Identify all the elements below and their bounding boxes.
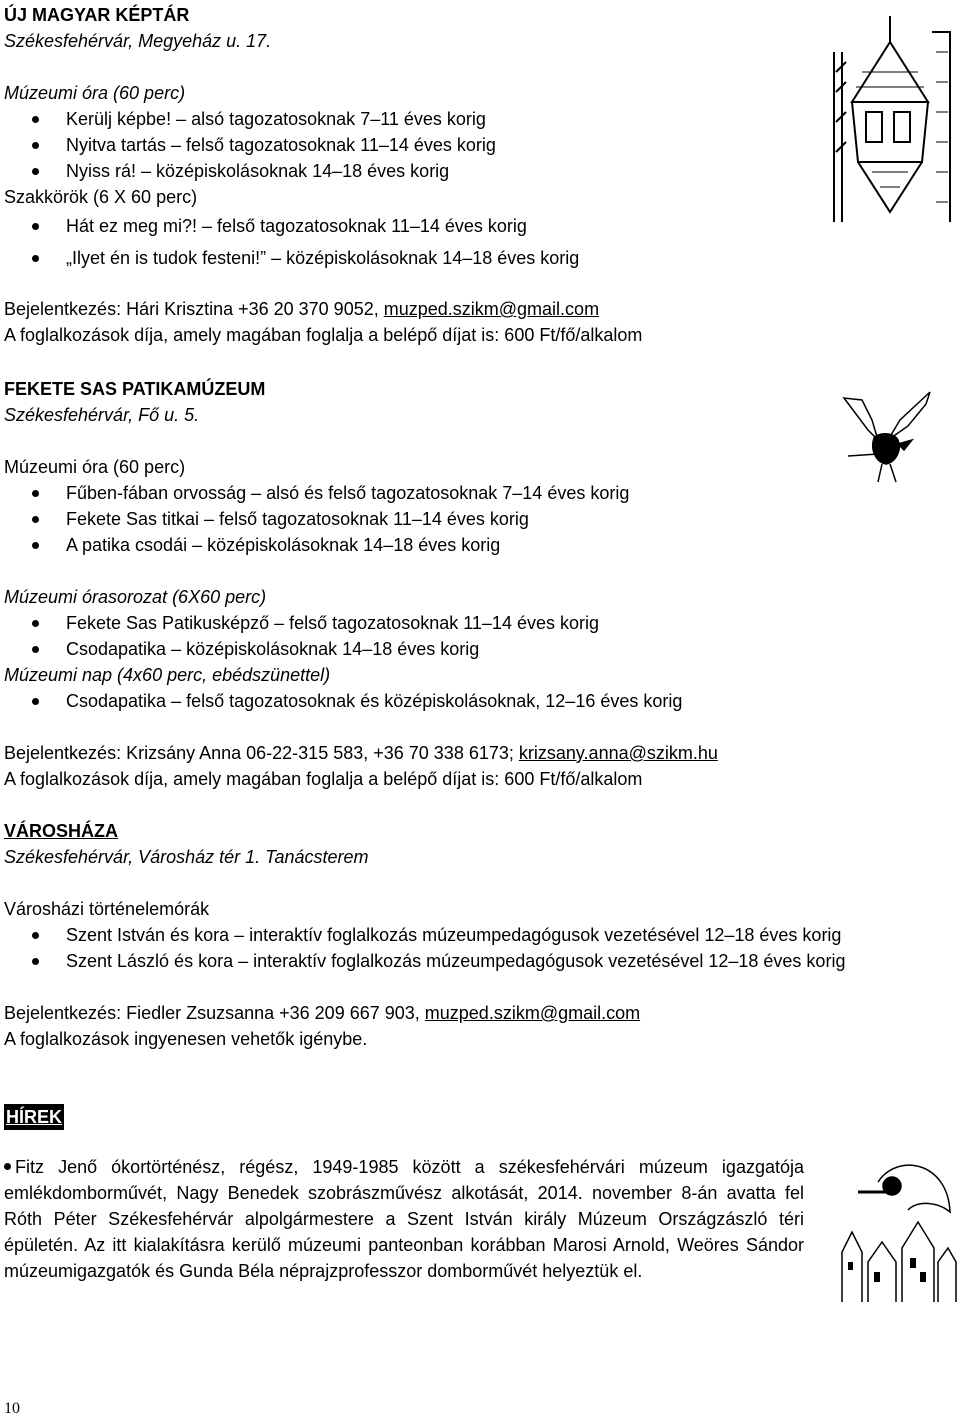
list-item: Nyiss rá! – középiskolásoknak 14–18 éves korig	[4, 158, 954, 184]
circle-list	[4, 210, 954, 274]
bullet-icon	[32, 646, 39, 653]
document-page	[4, 2, 954, 1284]
list-item: Fekete Sas titkai – felső tagozatosoknak 11–14 éves korig	[4, 506, 954, 532]
section-title: VÁROSHÁZA	[4, 821, 119, 841]
bullet-icon	[32, 932, 39, 939]
fee-line: A foglalkozások díja, amely magában foglalja a belépő díjat is: 600 Ft/fő/alkalom	[4, 769, 643, 789]
day-list	[4, 688, 954, 714]
registration-line: Bejelentkezés: Hári Krisztina +36 20 370 9052, muzped.szikm@gmail.com	[4, 299, 600, 319]
bullet-icon	[32, 620, 39, 627]
bullet-icon	[32, 116, 39, 123]
bullet-icon	[32, 516, 39, 523]
page-number: 10	[4, 1400, 20, 1417]
bullet-icon	[32, 223, 39, 230]
building-oriel-illustration	[832, 12, 954, 222]
history-heading: Városházi történelemórák	[4, 899, 210, 919]
news-paragraph: Fitz Jenő ókortörténész, régész, 1949-1985 között a székesfehérvári múzeum igazgatója emlékdomborművét, Nagy Benedek szobrászművész alkotását, 2014. november 8-án avatta fel Róth Péter Székesfehérvár alpolgármestere a Szent István király Múzeum Országzászló téri épületén. Az itt kialakításra kerülő múzeumi panteonban korábban Marosi Arnold, Weöres Sándor múzeumigazgatók és Gunda Béla néprajzprofesszor domborművét helyeztük el.	[4, 1157, 804, 1281]
day-heading: Múzeumi nap (4x60 perc, ebédszünettel)	[4, 665, 331, 685]
series-heading: Múzeumi órasorozat (6X60 perc)	[4, 587, 267, 607]
free-line: A foglalkozások ingyenesen vehetők igénybe.	[4, 1029, 368, 1049]
bullet-icon	[32, 142, 39, 149]
email-link[interactable]: krizsany.anna@szikm.hu	[518, 743, 718, 763]
fee-line: A foglalkozások díja, amely magában foglalja a belépő díjat is: 600 Ft/fő/alkalom	[4, 325, 643, 345]
list-item: Hát ez meg mi?! – felső tagozatosoknak 11–14 éves korig	[4, 210, 954, 242]
bullet-icon	[32, 490, 39, 497]
list-item: Fekete Sas Patikusképző – felső tagozatosoknak 11–14 éves korig	[4, 610, 954, 636]
list-item: Kerülj képbe! – alsó tagozatosoknak 7–11 éves korig	[4, 106, 954, 132]
bullet-icon	[32, 168, 39, 175]
list-item: Fűben-fában orvosság – alsó és felső tagozatosoknak 7–14 éves korig	[4, 480, 954, 506]
eagle-illustration	[838, 390, 932, 490]
list-item: Csodapatika – felső tagozatosoknak és középiskolásoknak, 12–16 éves korig	[4, 688, 954, 714]
lesson-heading: Múzeumi óra (60 perc)	[4, 457, 186, 477]
news-heading: HÍREK	[4, 1104, 64, 1130]
email-link[interactable]: muzped.szikm@gmail.com	[424, 1003, 641, 1023]
list-item: Szent László és kora – interaktív foglalkozás múzeumpedagógusok vezetésével 12–18 éves korig	[4, 948, 916, 974]
lesson-list	[4, 480, 954, 558]
list-item: „Ilyet én is tudok festeni!” – középiskolásoknak 14–18 éves korig	[4, 242, 954, 274]
registration-line: Bejelentkezés: Krizsány Anna 06-22-315 583, +36 70 338 6173; krizsany.anna@szikm.hu	[4, 743, 718, 763]
section-address: Székesfehérvár, Megyeház u. 17.	[4, 31, 272, 51]
relief-illustration	[838, 1152, 958, 1302]
bullet-icon	[4, 1163, 11, 1170]
list-item: Szent István és kora – interaktív foglalkozás múzeumpedagógusok vezetésével 12–18 éves korig	[4, 922, 958, 948]
history-list	[4, 922, 954, 974]
section-address: Székesfehérvár, Fő u. 5.	[4, 405, 200, 425]
bullet-icon	[32, 958, 39, 965]
circle-heading: Szakkörök (6 X 60 perc)	[4, 187, 198, 207]
list-item: A patika csodái – középiskolásoknak 14–18 éves korig	[4, 532, 954, 558]
section-address: Székesfehérvár, Városház tér 1. Tanácsterem	[4, 847, 369, 867]
list-item: Nyitva tartás – felső tagozatosoknak 11–14 éves korig	[4, 132, 954, 158]
registration-line: Bejelentkezés: Fiedler Zsuzsanna +36 209 667 903, muzped.szikm@gmail.com	[4, 1003, 641, 1023]
lesson-heading: Múzeumi óra (60 perc)	[4, 83, 186, 103]
section-title: ÚJ MAGYAR KÉPTÁR	[4, 5, 190, 25]
bullet-icon	[32, 542, 39, 549]
news-heading-row	[4, 1104, 954, 1130]
email-link[interactable]: muzped.szikm@gmail.com	[383, 299, 600, 319]
series-list	[4, 610, 954, 662]
section-title: FEKETE SAS PATIKAMÚZEUM	[4, 379, 266, 399]
bullet-icon	[32, 255, 39, 262]
lesson-list	[4, 106, 954, 184]
list-item: Csodapatika – középiskolásoknak 14–18 éves korig	[4, 636, 954, 662]
bullet-icon	[32, 698, 39, 705]
